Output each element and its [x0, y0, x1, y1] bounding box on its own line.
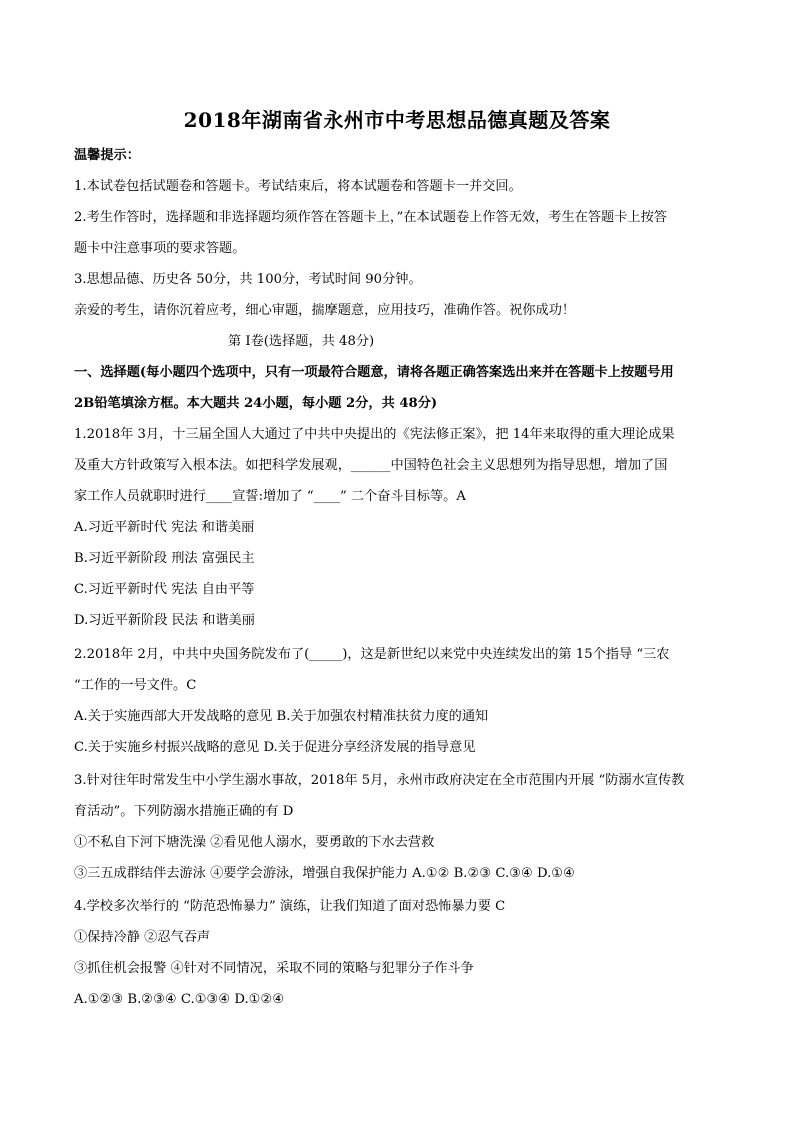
q4-line-a: 4.学校多次举行的 “防范恐怖暴力” 演练，让我们知道了面对恐怖暴力要 C	[74, 899, 506, 914]
q2-line-a: 2.2018年 2月，中共中央国务院发布了(_____)，这是新世纪以来党中央连续发出的第 15个指导 “三农	[74, 647, 670, 662]
tip-line-4: 亲爱的考生，请你沉着应考，细心审题，揣摩题意，应用技巧，准确作答。祝你成功！	[74, 303, 576, 318]
tip-line-3: 3.思想品德、历史各 50分，共 100分，考试时间 90分钟。	[74, 272, 422, 287]
tip-line-2a: 2.考生作答时，选择题和非选择题均须作答在答题卡上，”在本试题卷上作答无效，考生在答题卡上按答	[74, 210, 667, 225]
q2-options-ab: A.关于实施西部大开发战略的意见 B.关于加强农村精准扶贫力度的通知	[74, 709, 489, 724]
tip-line-1: 1.本试卷包括试题卷和答题卡。考试结束后，将本试题卷和答题卡一并交回。	[74, 179, 522, 194]
q2-options-cd: C.关于实施乡村振兴战略的意见 D.关于促进分享经济发展的指导意见	[74, 740, 476, 755]
document-title: 2018年湖南省永州市中考思想品德真题及答案	[183, 108, 611, 132]
section-heading-b: 2B铅笔填涂方框。本大题共 24小题，每小题 2分，共 48分)	[74, 396, 438, 411]
q3-statements-12: ①不私自下河下塘洗澡 ②看见他人溺水，要勇敢的下水去营救	[74, 835, 435, 850]
volume-heading: 第 I卷(选择题，共 48分)	[228, 334, 375, 349]
q1-line-c: 家工作人员就职时进行____宣誓:增加了 “____” 二个奋斗目标等。A	[74, 489, 466, 504]
q1-option-d: D.习近平新阶段 民法 和谐美丽	[74, 613, 255, 628]
q1-line-a: 1.2018年 3月，十三届全国人大通过了中共中央提出的《宪法修正案》，把 14年来取得的重大理论成果	[74, 427, 675, 442]
q1-option-a: A.习近平新时代 宪法 和谐美丽	[74, 520, 255, 535]
q2-line-b: “工作的一号文件。C	[74, 678, 197, 693]
q3-line-b: 育活动”。下列防溺水措施正确的有 D	[74, 804, 294, 819]
q3-statements-34: ③三五成群结伴去游泳 ④要学会游泳，增强自我保护能力 A.①② B.②③ C.③④ D.①④	[74, 866, 575, 881]
q4-options: A.①②③ B.②③④ C.①③④ D.①②④	[74, 992, 285, 1007]
q4-statements-34: ③抓住机会报警 ④针对不同情况，采取不同的策略与犯罪分子作斗争	[74, 961, 474, 976]
q1-line-b: 及重大方针政策写入根本法。如把科学发展观，______中国特色社会主义思想列为指导思想，增加了国	[74, 458, 668, 473]
tip-line-2b: 题卡中注意事项的要求答题。	[74, 241, 246, 256]
q1-option-b: B.习近平新阶段 刑法 富强民主	[74, 551, 255, 566]
q3-line-a: 3.针对往年时常发生中小学生溺水事故，2018年 5月，永州市政府决定在全市范围内开展 “防溺水宣传教	[74, 773, 685, 788]
q1-option-c: C.习近平新时代 宪法 自由平等	[74, 582, 255, 597]
section-heading-a: 一、选择题(每小题四个选项中，只有一项最符合题意，请将各题正确答案选出来并在答题卡上按题号用	[74, 365, 674, 380]
q4-statements-12: ①保持冷静 ②忍气吞声	[74, 930, 211, 945]
tips-heading: 温馨提示：	[74, 148, 140, 163]
